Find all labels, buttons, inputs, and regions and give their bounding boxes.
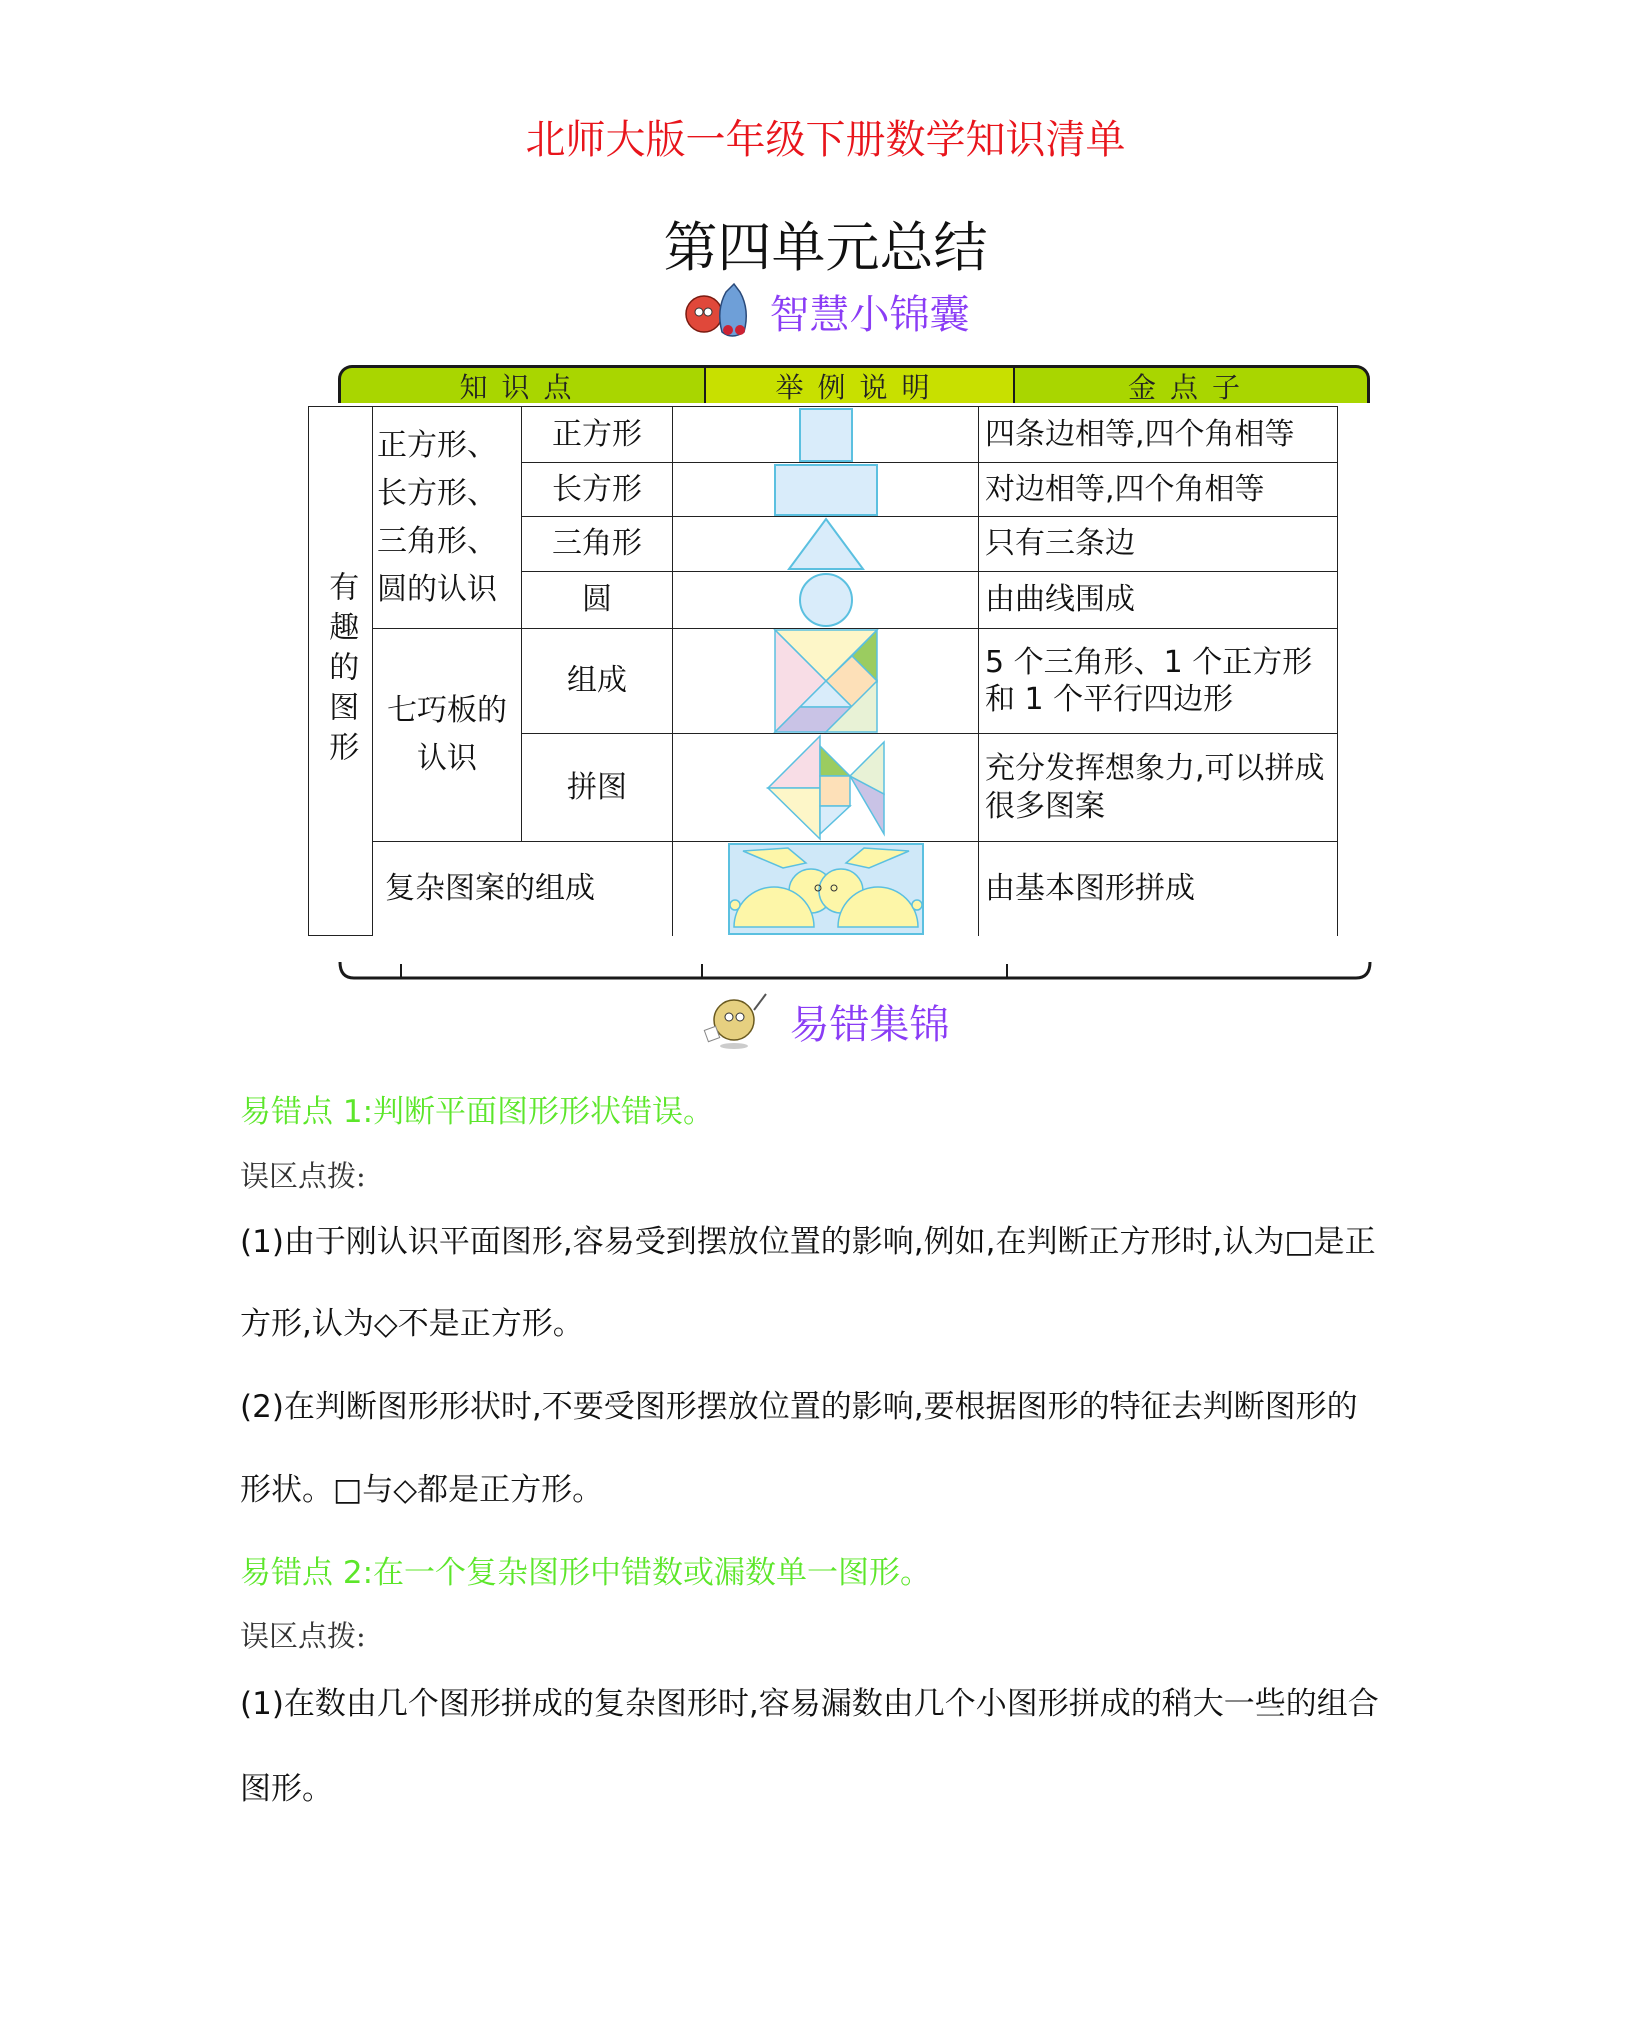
tip-cell: 对边相等,四个角相等: [979, 463, 1338, 517]
category-cell: 有趣的图形: [309, 407, 373, 936]
square-shape-icon: [796, 408, 856, 462]
section-mistakes-title: 易错集锦: [789, 1001, 950, 1048]
header-tips: 金点子: [1127, 370, 1254, 404]
fruit-mascot-icon: [702, 990, 772, 1052]
knowledge-table: [308, 406, 1338, 936]
item-cell: 拼图: [522, 734, 673, 842]
unit-title: 第四单元总结: [663, 216, 988, 279]
complex-pattern-example: [673, 842, 979, 936]
rectangle-example: [673, 463, 979, 517]
document-title: 北师大版一年级下册数学知识清单: [525, 117, 1126, 163]
group-shapes-cell: [373, 407, 522, 629]
mistake-2-title: 易错点 2:在一个复杂图形中错数或漏数单一图形。: [240, 1555, 932, 1591]
item-cell: 复杂图案的组成: [373, 842, 673, 936]
table-bottom-bracket: [338, 958, 1372, 982]
group-line: 认识: [417, 741, 477, 776]
triangle-shape-icon: [786, 517, 866, 571]
item-cell: 正方形: [522, 407, 673, 463]
mistake-1-hint-label: 误区点拨:: [240, 1159, 366, 1193]
circle-shape-icon: [796, 572, 856, 628]
group-line: 圆的认识: [377, 571, 497, 607]
mistake-1-line: 方形,认为◇不是正方形。: [240, 1306, 584, 1342]
mistake-1-line: 形状。□与◇都是正方形。: [240, 1472, 604, 1508]
section-wisdom-title: 智慧小锦囊: [769, 291, 970, 338]
tangram-square-icon: [772, 629, 880, 733]
group-line: 长方形、: [377, 475, 497, 511]
rectangle-shape-icon: [773, 464, 879, 516]
section-mistakes-header: [0, 990, 1651, 1052]
group-line: 七巧板的: [387, 693, 507, 728]
tip-cell: 5 个三角形、1 个正方形和 1 个平行四边形: [979, 629, 1338, 734]
mistake-1-title: 易错点 1:判断平面图形形状错误。: [240, 1094, 715, 1130]
square-example: [673, 407, 979, 463]
item-cell: 三角形: [522, 517, 673, 572]
mistake-2-hint-label: 误区点拨:: [240, 1619, 366, 1653]
table-header-bar: [338, 365, 1370, 403]
group-line: 正方形、: [377, 427, 497, 463]
tip-cell: 由曲线围成: [979, 572, 1338, 629]
item-cell: 长方形: [522, 463, 673, 517]
section-wisdom-header: [0, 280, 1651, 342]
header-example: 举例说明: [704, 368, 1015, 403]
item-cell: 圆: [522, 572, 673, 629]
tip-cell: 只有三条边: [979, 517, 1338, 572]
tangram-example: [673, 629, 979, 734]
mistake-2-line: (1)在数由几个图形拼成的复杂图形时,容易漏数由几个小图形拼成的稍大一些的组合: [240, 1686, 1379, 1722]
tip-cell: 四条边相等,四个角相等: [979, 407, 1338, 463]
group-line: 三角形、: [377, 523, 497, 559]
rabbit-pattern-icon: [728, 843, 924, 935]
circle-example: [673, 572, 979, 629]
mistake-1-line: (2)在判断图形形状时,不要受图形摆放位置的影响,要根据图形的特征去判断图形的: [240, 1389, 1358, 1425]
table-row: [309, 842, 1338, 936]
group-tangram-cell: [373, 629, 522, 842]
table-row: [309, 407, 1338, 463]
header-knowledge: 知识点: [459, 370, 586, 404]
item-cell: 组成: [522, 629, 673, 734]
tip-cell: 由基本图形拼成: [979, 842, 1338, 936]
apple-bag-mascot-icon: [682, 280, 752, 342]
table-row: [309, 629, 1338, 734]
tip-cell: 充分发挥想象力,可以拼成很多图案: [979, 734, 1338, 842]
mistake-2-line: 图形。: [240, 1771, 333, 1807]
mistake-1-line: (1)由于刚认识平面图形,容易受到摆放位置的影响,例如,在判断正方形时,认为□是正: [240, 1224, 1376, 1260]
triangle-example: [673, 517, 979, 572]
tangram-fish-icon: [766, 734, 886, 841]
tangram-fish-example: [673, 734, 979, 842]
